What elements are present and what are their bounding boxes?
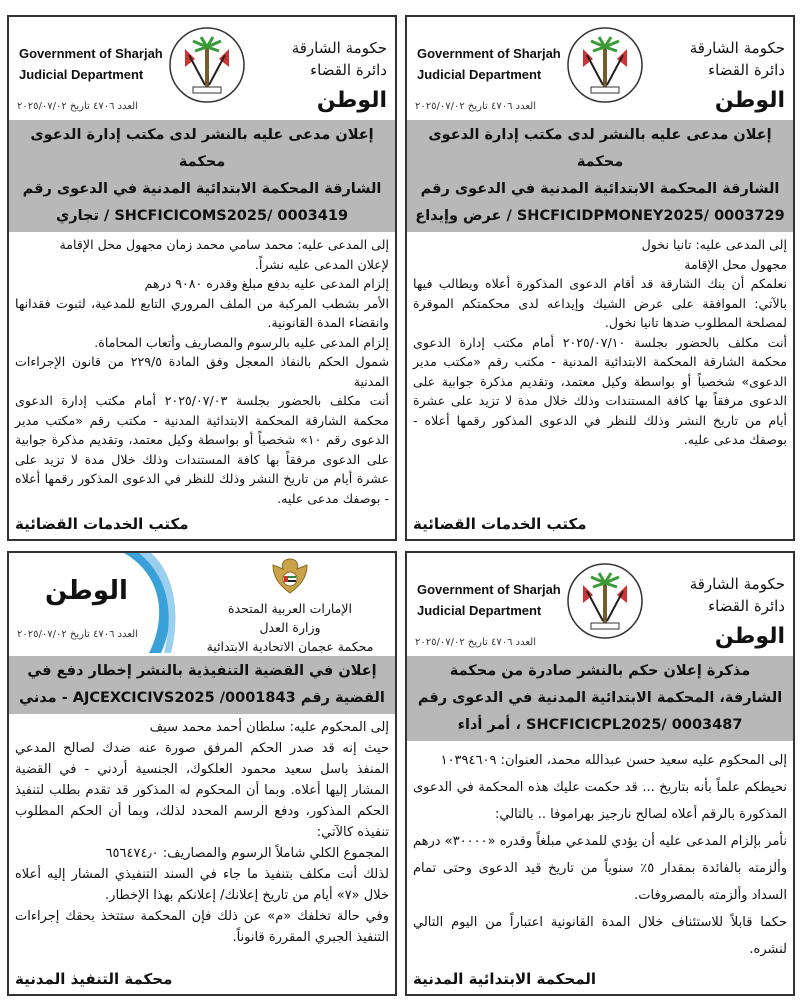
title-line: إعلان مدعى عليه بالنشر لدى مكتب إدارة الدعوى محكمة (30, 127, 374, 170)
paragraph: نعلمكم أن بنك الشارقة قد أقام الدعوى المذكورة أعلاه ويطالب فيها بالآتي: الموافقة على عرض الشيك وإيداعه لدى محكمتكم الموقرة لمصلحة المطلوب ضدها تانيا نخول. (413, 276, 787, 330)
title-line: القضية رقم AJCEXCICIVS2025 /0001843 - مدني (19, 690, 385, 706)
gov-name-en (417, 579, 561, 621)
title-line: SHCFICICOMS2025/ 0003419 / تجاري (55, 208, 349, 224)
dept-ar-line: دائرة القضاء (708, 61, 785, 79)
gov-en-line: Government of Sharjah (417, 46, 561, 61)
gov-ar-line: حكومة الشارقة (291, 39, 387, 57)
court-name: محكمة عجمان الاتحادية الابتدائية (206, 639, 374, 654)
notice-title (9, 120, 395, 232)
signature: مكتب الخدمات القضائية (15, 515, 189, 533)
gov-ar-line: حكومة الشارقة (689, 575, 785, 593)
uae-eagle-emblem-icon (269, 555, 311, 597)
dept-ar-line: دائرة القضاء (310, 61, 387, 79)
paragraph: نأمر بإلزام المدعى عليه أن يؤدي للمدعي مبلغاً وقدره «٣٠٠٠٠» درهم وألزمته بالفائدة بمقدار ٥٪ سنوياً من تاريخ قيد الدعوى وحتى تمام السداد وألزمته بالمصروفات. (413, 834, 788, 903)
signature: المحكمة الابتدائية المدنية (413, 970, 597, 988)
sharjah-emblem-icon (565, 561, 645, 641)
dept-en-line: Judicial Department (19, 67, 144, 82)
issue-date: العدد ٤٧٠٦ تاريخ ٢٠٢٥/٠٧/٠٢ (415, 101, 536, 112)
notice-title (407, 656, 793, 741)
title-line: الشارقة المحكمة الابتدائية المدنية في الدعوى رقم (22, 181, 382, 197)
signature: مكتب الخدمات القضائية (413, 515, 587, 533)
paragraph: إلى المحكوم عليه: سلطان أحمد محمد سيف (149, 720, 389, 735)
newspaper-logo: الوطن (714, 88, 785, 113)
notice-header (407, 553, 793, 656)
paragraph: إلى المدعى عليه: محمد سامي محمد زمان مجهول محل الإقامة (59, 237, 389, 252)
title-line: الشارقة، المحكمة الابتدائية المدنية في الدعوى رقم (417, 690, 783, 706)
signature: محكمة التنفيذ المدنية (15, 970, 173, 988)
paragraph: لذلك أنت مكلف بتنفيذ ما جاء في السند التنفيذي المشار إليه أعلاه خلال «٧» أيام من تاريخ إعلانك/ إعلانكم بهذا الإخطار. (15, 867, 389, 903)
issue-date: العدد ٤٧٠٦ تاريخ ٢٠٢٥/٠٧/٠٢ (17, 101, 138, 112)
paragraph: الأمر بشطب المركبة من الملف المروري التابع للمدعية، لثبوت فقدانها وانقضاء المدة القانونية. (15, 295, 389, 330)
title-line: مذكرة إعلان حكم بالنشر صادرة من محكمة (449, 663, 751, 679)
paragraph: إلزام المدعى عليه بدفع مبلغ وقدره ٩٠٨٠ درهم (144, 276, 389, 291)
newspaper-logo: الوطن (316, 88, 387, 113)
ministry-name: وزارة العدل (259, 620, 321, 635)
notice-body (407, 232, 793, 511)
sharjah-emblem-icon (565, 25, 645, 105)
title-line: الشارقة المحكمة الابتدائية المدنية في الدعوى رقم (420, 181, 780, 197)
title-line: SHCFICICPL2025/ 0003487 ، أمر أداء (457, 717, 743, 733)
paragraph: حكما قابلاً للاستئناف خلال المدة القانونية اعتباراً من اليوم التالي لنشره. (413, 915, 787, 957)
paragraph: مجهول محل الإقامة (684, 256, 787, 272)
gov-name-ar (292, 37, 387, 81)
paragraph: المجموع الكلي شاملاً الرسوم والمصاريف: ٦٥٦٤٧٤٫٠ (105, 846, 389, 861)
gov-name-en (19, 43, 163, 85)
issue-date: العدد ٤٧٠٦ تاريخ ٢٠٢٥/٠٧/٠٢ (415, 637, 536, 648)
notice-commercial (7, 15, 397, 541)
paragraph: إلزام المدعى عليه بالرسوم والمصاريف وأتعاب المحاماة. (94, 334, 389, 350)
title-line: إعلان مدعى عليه بالنشر لدى مكتب إدارة الدعوى محكمة (428, 127, 772, 170)
dept-ar-line: دائرة القضاء (708, 597, 785, 615)
notice-body (9, 714, 395, 966)
notice-header (9, 553, 395, 656)
gov-ar-line: حكومة الشارقة (689, 39, 785, 57)
issue-date: العدد ٤٧٠٦ تاريخ ٢٠٢٥/٠٧/٠٢ (17, 629, 138, 640)
notice-execution (7, 551, 397, 996)
notice-money-deposit (405, 15, 795, 541)
paragraph: لإعلان المدعى عليه نشراً. (254, 256, 389, 272)
dept-en-line: Judicial Department (417, 67, 542, 82)
title-line: إعلان في القضية التنفيذية بالنشر إخطار دفع في (27, 663, 377, 679)
gov-en-line: Government of Sharjah (19, 46, 163, 61)
gov-en-line: Government of Sharjah (417, 582, 561, 597)
paragraph: وفي حالة تخلفك «م» عن ذلك فإن المحكمة ستتخذ بحقك إجراءات التنفيذ الجبري المقررة قانوناً. (15, 909, 389, 945)
notice-header (9, 17, 395, 120)
paragraph: شمول الحكم بالنفاذ المعجل وفق المادة ٢٢٩/٥ من قانون الإجراءات المدنية (15, 354, 389, 389)
notice-body (407, 741, 793, 966)
gov-name-en (417, 43, 561, 85)
ministry-header (205, 555, 375, 656)
gov-name-ar (690, 37, 785, 81)
paragraph: حيث إنه قد صدر الحكم المرفق صورة عنه ضدك لصالح المدعي المنفذ باسل سعيد محمود العلكوك، الجنسية أردني - في القضية المشار إليها أعلاه. وبما أن المحكوم له المذكور قد تقدم بطلب لتنفيذ الحكم المذكور، ودفع الرسم المحدد لذلك، وبما أن الحكم المطلوب تنفيذه كالآتي: (15, 741, 389, 840)
title-line: SHCFICIDPMONEY2025/ 0003729 / عرض وإيداع (415, 208, 785, 224)
paragraph: أنت مكلف بالحضور بجلسة ٢٠٢٥/٠٧/١٠ أمام مكتب إدارة الدعوى محكمة الشارقة المحكمة الابتدائية المدنية - مكتب رقم «مكتب مدير الدعوى» شخصياً أو بواسطة وكيل معتمد، وتقديم مذكرة جوابية على الدعوى مرفقاً بها كافة المستندات وذلك خلال مدة لا تزيد على عشرة أيام من تاريخ النشر وذلك للنظر في الدعوى المذكور رقمها أعلاه - بوصفك مدعى عليه. (413, 334, 787, 447)
notice-body (9, 232, 395, 511)
gov-name-ar (690, 573, 785, 617)
paragraph: نحيطكم علماً بأنه بتاريخ ... قد حكمت عليك هذه المحكمة في الدعوى المذكورة بالرقم أعلاه لصالح نارجيز بهراموفا .. بالتالي: (413, 780, 787, 822)
newspaper-logo: الوطن (45, 576, 128, 606)
country-name: الإمارات العربية المتحدة (228, 601, 352, 616)
notice-title (9, 656, 395, 714)
newspaper-logo: الوطن (714, 624, 785, 649)
paragraph: إلى المدعى عليه: تانيا نخول (641, 237, 787, 252)
notice-title (407, 120, 793, 232)
paragraph: إلى المحكوم عليه سعيد حسن عبدالله محمد، العنوان: ١٠٣٩٤٦٠٩ (440, 753, 787, 768)
dept-en-line: Judicial Department (417, 603, 542, 618)
sharjah-emblem-icon (167, 25, 247, 105)
notice-header (407, 17, 793, 120)
paragraph: أنت مكلف بالحضور بجلسة ٢٠٢٥/٠٧/٠٣ أمام مكتب إدارة الدعوى محكمة الشارقة المحكمة الابتدائية المدنية - مكتب رقم «مكتب مدير الدعوى رقم ١٠» شخصياً أو بواسطة وكيل معتمد، وتقديم مذكرة جوابية على الدعوى مرفقاً بها كافة المستندات وذلك خلال مدة لا تزيد على عشرة أيام من تاريخ النشر وذلك للنظر في الدعوى المذكور رقمها أعلاه - بوصفك مدعى عليه. (15, 393, 389, 506)
notice-judgment (405, 551, 795, 996)
